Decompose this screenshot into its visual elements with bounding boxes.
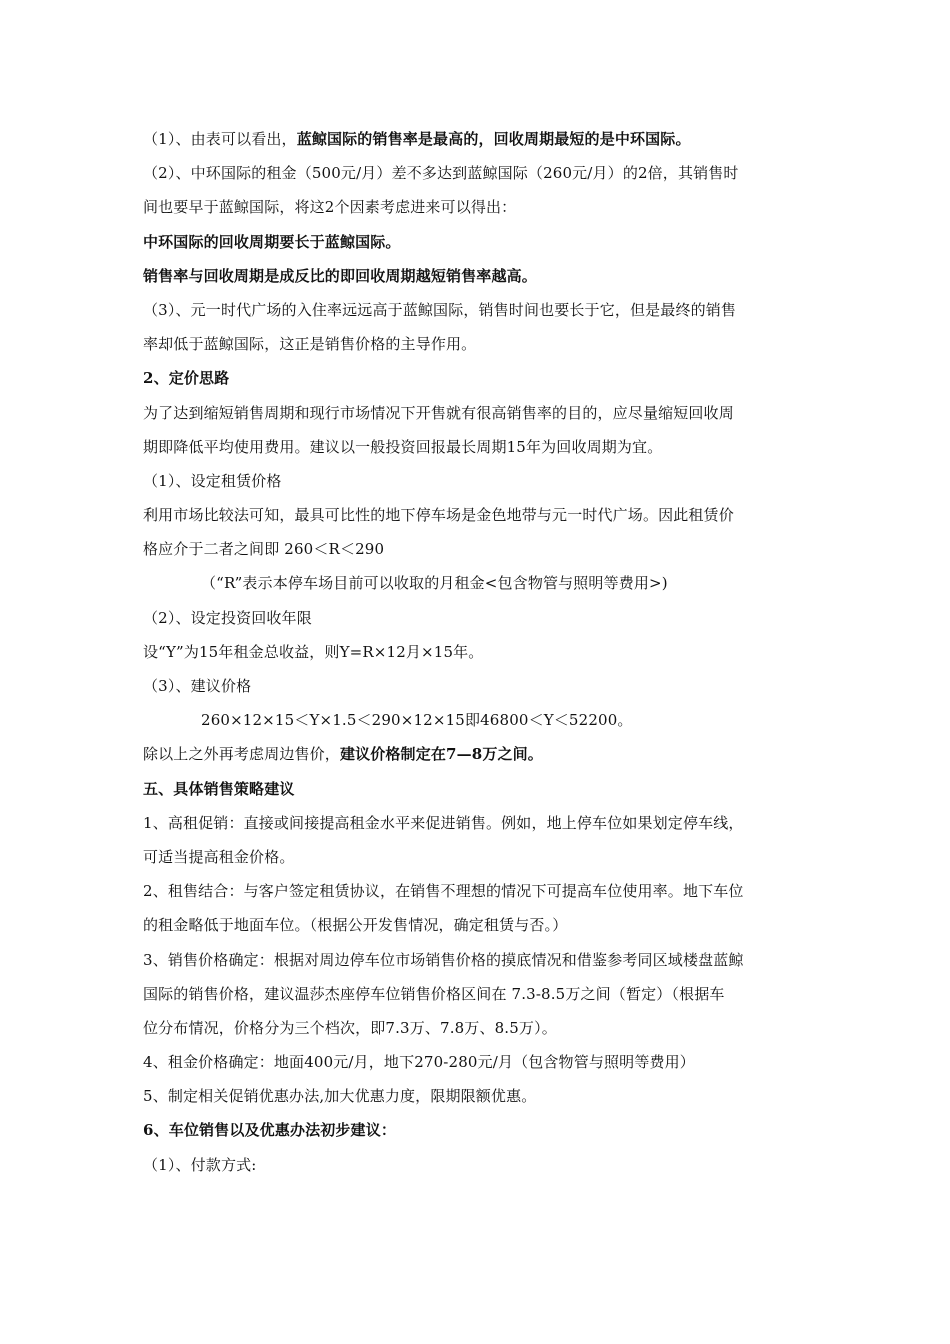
text-line: 位分布情况，价格分为三个档次，即7.3万、7.8万、8.5万）。 (143, 1018, 557, 1037)
section-heading: 2、定价思路 (143, 369, 230, 388)
text-line: 间也要早于蓝鲸国际，将这2个因素考虑进来可以得出： (143, 198, 517, 217)
section-heading: 6、车位销售以及优惠办法初步建议： (143, 1121, 396, 1140)
text-line: 4、租金价格确定：地面400元/月，地下270-280元/月（包含物管与照明等费用） (143, 1053, 695, 1072)
text-line: 2、租售结合：与客户签定租赁协议，在销售不理想的情况下可提高车位使用率。地下车位 (143, 882, 744, 901)
text-line: （2）、中环国际的租金（500元/月）差不多达到蓝鲸国际（260元/月）的2倍，其销售时 (143, 164, 739, 183)
text-line: 期即降低平均使用费用。建议以一般投资回报最长周期15年为回收周期为宜。 (143, 437, 663, 456)
text-line: （1）、付款方式: (143, 1155, 257, 1174)
text-line: 1、高租促销：直接或间接提高租金水平来促进销售。例如，地上停车位如果划定停车线， (143, 813, 744, 832)
text-line: 的租金略低于地面车位。（根据公开发售情况，确定租赁与否。） (143, 916, 568, 935)
document-page (143, 122, 813, 1182)
text-line: 为了达到缩短销售周期和现行市场情况下开售就有很高销售率的目的，应尽量缩短回收周 (143, 403, 734, 422)
bold-line: 销售率与回收周期是成反比的即回收周期越短销售率越高。 (143, 266, 537, 285)
text-line: （1）、设定租赁价格 (143, 471, 282, 490)
text-line: 3、销售价格确定：根据对周边停车位市场销售价格的摸底情况和借鉴参考同区域楼盘蓝鲸 (143, 950, 744, 969)
formula-line: 260×12×15＜Y×1.5＜290×12×15即46800＜Y＜52200。 (201, 711, 633, 730)
bold-text: 蓝鲸国际的销售率是最高的，回收周期最短的是中环国际。 (296, 130, 691, 148)
bold-text: 建议价格制定在7—8万之间。 (339, 745, 543, 764)
text-line-indented: （“R”表示本停车场目前可以收取的月租金<包含物管与照明等费用>) (201, 574, 668, 593)
text-line: 国际的销售价格，建议温莎杰座停车位销售价格区间在 7.3-8.5万之间（暂定）（根据车 (143, 984, 725, 1003)
bold-line: 中环国际的回收周期要长于蓝鲸国际。 (143, 232, 401, 251)
text-line: （1）、由表可以看出，蓝鲸国际的销售率是最高的，回收周期最短的是中环国际。 (143, 130, 691, 148)
text-line: （3）、建议价格 (143, 677, 252, 695)
text-line: 利用市场比较法可知，最具可比性的地下停车场是金色地带与元一时代广场。因此租赁价 (143, 506, 734, 525)
text-line: 格应介于二者之间即 260＜R＜290 (143, 540, 385, 559)
section-heading: 五、具体销售策略建议 (143, 779, 295, 798)
text-line: 率却低于蓝鲸国际，这正是销售价格的主导作用。 (143, 335, 477, 354)
text-line: 可适当提高租金价格。 (143, 847, 295, 866)
text-line: （3）、元一时代广场的入住率远远高于蓝鲸国际，销售时间也要长于它，但是最终的销售 (143, 300, 737, 319)
text-line: 设“Y”为15年租金总收益，则Y=R×12月×15年。 (143, 642, 484, 661)
text-line: 5、制定相关促销优惠办法,加大优惠力度，限期限额优惠。 (143, 1087, 537, 1106)
text-line: （2）、设定投资回收年限 (143, 608, 312, 627)
text-line: 除以上之外再考虑周边售价，建议价格制定在7—8万之间。 (143, 745, 543, 764)
